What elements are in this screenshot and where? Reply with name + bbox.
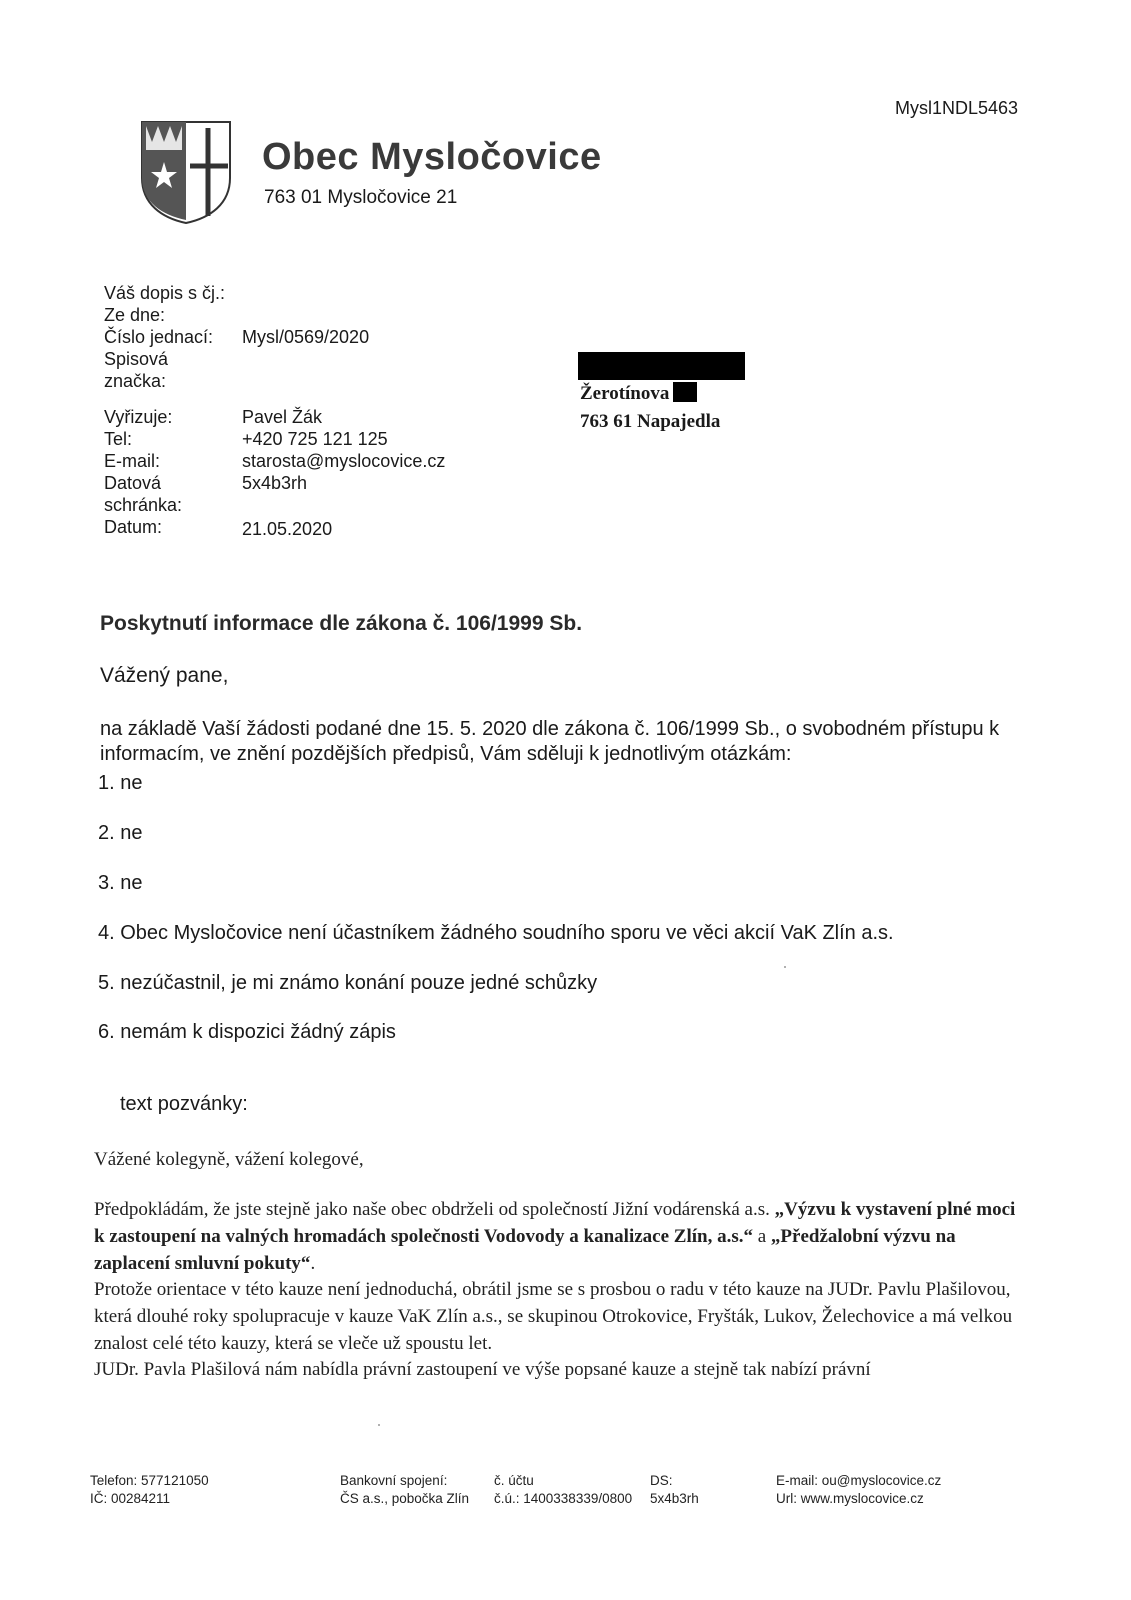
letter-paragraph: [94, 1196, 1024, 1277]
document-id: Mysl1NDL5463: [895, 98, 1019, 118]
invitation-label: text pozvánky:: [120, 1093, 248, 1115]
footer-ds-value: 5x4b3rh: [650, 1491, 699, 1506]
handler-phone: +420 725 121 125: [242, 429, 388, 449]
letter-text: .: [310, 1253, 316, 1274]
meta-label: Váš dopis s čj.:: [104, 283, 226, 303]
meta-label: Ze dne:: [104, 305, 166, 325]
footer-url: Url: www.myslocovice.cz: [776, 1491, 924, 1506]
meta-label: Číslo jednací:: [104, 327, 214, 347]
handler-name: Pavel Žák: [242, 407, 323, 427]
footer-bank-label: Bankovní spojení:: [340, 1473, 448, 1488]
scan-speck: [378, 1424, 380, 1426]
letter-text: Předpokládám, že jste stejně jako naše obec obdrželi od společností Jižní vodárenská a.s.: [94, 1199, 775, 1220]
letter-text: a: [752, 1226, 771, 1247]
footer-bank-name: ČS a.s., pobočka Zlín: [340, 1491, 470, 1506]
handler-email: starosta@myslocovice.cz: [242, 451, 446, 471]
meta-label: Tel:: [104, 429, 133, 449]
intro-paragraph: na základě Vaší žádosti podané dne 15. 5. 2020 dle zákona č. 106/1999 Sb., o svobodném přístupu k informacím, ve znění pozdějších předpisů, Vám sděluji k jednotlivým otázkám:: [100, 718, 1000, 765]
data-box-id: 5x4b3rh: [242, 473, 308, 493]
salutation: Vážený pane,: [100, 664, 229, 687]
letter-emphasis: „Předžalobní výzvu na zaplacení smluvní pokuty“: [94, 1226, 956, 1274]
answer-item: 4. Obec Mysločovice není účastníkem žádného soudního sporu ve věci akcií VaK Zlín a.s.: [98, 922, 894, 944]
footer-ds-label: DS:: [650, 1473, 673, 1488]
footer-account: [494, 1472, 632, 1508]
answer-item: 6. nemám k dispozici žádný zápis: [98, 1021, 396, 1043]
footer-phone: Telefon: 577121050: [90, 1473, 209, 1488]
recipient-address: [580, 352, 720, 436]
footer-ico: IČ: 00284211: [90, 1491, 171, 1506]
meta-label: Datová: [104, 473, 162, 493]
meta-label: Spisová: [104, 349, 169, 369]
meta-label: značka:: [104, 371, 167, 391]
meta-label: E-mail:: [104, 451, 161, 471]
footer-account-number: č.ú.: 1400338339/0800: [494, 1491, 633, 1506]
recipient-street: Žerotínova: [580, 383, 670, 404]
meta-label: Datum:: [104, 517, 163, 537]
meta-label: schránka:: [104, 495, 183, 515]
organization-address: 763 01 Mysločovice 21: [264, 187, 458, 208]
footer-contact: [90, 1472, 209, 1508]
footer-web: [776, 1472, 941, 1508]
subject-line: Poskytnutí informace dle zákona č. 106/1999 Sb.: [100, 612, 583, 635]
letter-paragraph: JUDr. Pavla Plašilová nám nabídla právní zastoupení ve výše popsané kauze a stejně tak nabízí právní: [94, 1359, 871, 1380]
answer-item: 3. ne: [98, 872, 143, 894]
footer-account-label: č. účtu: [494, 1473, 534, 1488]
organization-name: Obec Mysločovice: [262, 136, 602, 178]
footer-email: E-mail: ou@myslocovice.cz: [776, 1473, 942, 1488]
reference-number: Mysl/0569/2020: [242, 327, 370, 347]
letter-greeting: Vážené kolegyně, vážení kolegové,: [94, 1149, 364, 1170]
document-date: 21.05.2020: [242, 519, 333, 539]
footer-data-box: [650, 1472, 699, 1508]
scan-speck: [784, 966, 786, 968]
recipient-city: 763 61 Napajedla: [580, 411, 721, 432]
answer-item: 1. ne: [98, 772, 143, 794]
answer-item: 2. ne: [98, 822, 143, 844]
answer-item: 5. nezúčastnil, je mi známo konání pouze jedné schůzky: [98, 972, 598, 994]
coat-of-arms-logo: [140, 120, 232, 224]
meta-label: Vyřizuje:: [104, 407, 173, 427]
letter-paragraph: Protože orientace v této kauze není jednoduchá, obrátil jsme se s prosbou o radu v této kauze na JUDr. Pavlu Plašilovou, která dlouhé roky spolupracuje v kauze VaK Zlín a.s., se skupinou Otrokovice, Fryšták, Lukov, Želechovice a má velkou znalost celé této kauzy, která se vleče už spoustu let.: [94, 1279, 1013, 1354]
footer-bank: [340, 1472, 469, 1508]
redacted-house-number: [673, 382, 697, 402]
letter-emphasis: „Výzvu k vystavení plné moci k zastoupení na valných hromadách společnosti Vodovody a kanalizace Zlín, a.s.“: [94, 1199, 1016, 1247]
